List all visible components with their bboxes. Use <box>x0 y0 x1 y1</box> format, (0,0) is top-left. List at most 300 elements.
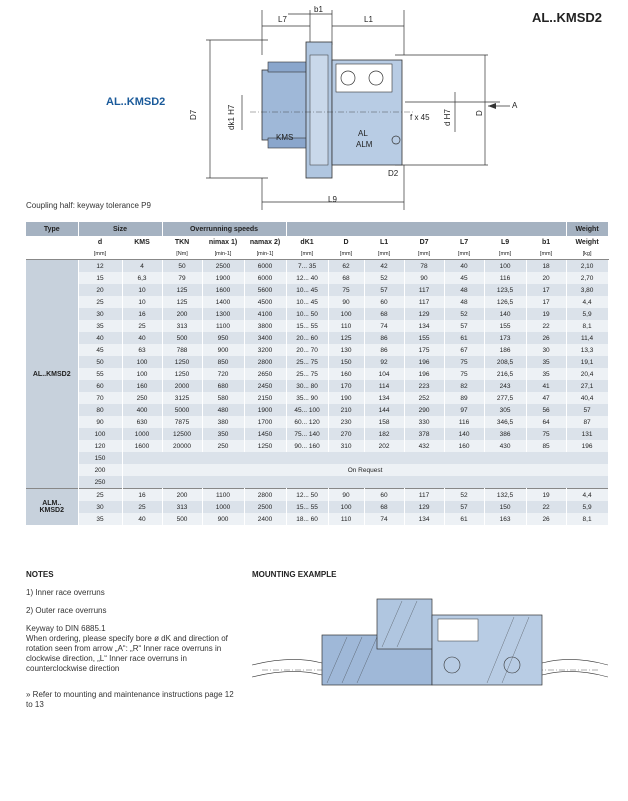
table-cell: 1250 <box>162 368 202 380</box>
table-cell: 2800 <box>244 356 286 368</box>
table-cell: 100 <box>78 428 122 440</box>
table-cell: 2400 <box>244 513 286 525</box>
table-cell: 10 <box>122 296 162 308</box>
table-cell: 19 <box>526 489 566 502</box>
table-cell: 18 <box>526 260 566 273</box>
table-cell: 175 <box>404 344 444 356</box>
table-row-on-request <box>26 476 608 489</box>
table-cell: 17 <box>526 284 566 296</box>
table-cell: 3800 <box>244 320 286 332</box>
table-cell: 2650 <box>244 368 286 380</box>
table-cell: 40,4 <box>566 392 608 404</box>
table-cell: 25 <box>122 320 162 332</box>
table-cell: 200 <box>78 464 122 476</box>
col-group-type: Type <box>26 222 78 236</box>
col-unit: [mm] <box>286 249 328 260</box>
spec-table <box>26 222 609 525</box>
table-cell: 10... 45 <box>286 284 328 296</box>
table-cell: 4,4 <box>566 489 608 502</box>
col-group-weight: Weight <box>566 222 608 236</box>
table-cell: 1250 <box>244 440 286 452</box>
col-header: D <box>328 236 364 249</box>
col-header: L7 <box>444 236 484 249</box>
table-row <box>26 284 608 296</box>
table-cell: 78 <box>404 260 444 273</box>
table-cell: 5600 <box>244 284 286 296</box>
table-cell: 310 <box>328 440 364 452</box>
table-cell: 125 <box>162 284 202 296</box>
col-unit: [mm] <box>444 249 484 260</box>
table-cell: 200 <box>162 308 202 320</box>
table-cell: 40 <box>122 332 162 344</box>
table-cell: 277,5 <box>484 392 526 404</box>
table-cell: 129 <box>404 501 444 513</box>
type-cell: AL..KMSD2 <box>26 260 78 489</box>
table-row-on-request <box>26 452 608 464</box>
table-cell: 82 <box>444 380 484 392</box>
col-unit: [mm] <box>364 249 404 260</box>
note-4: » Refer to mounting and maintenance instructions page 12 to 13 <box>26 690 234 709</box>
label-kms: KMS <box>276 133 294 142</box>
table-cell: 61 <box>444 332 484 344</box>
table-cell: 160 <box>444 440 484 452</box>
table-cell: 196 <box>566 440 608 452</box>
table-cell: 35 <box>78 513 122 525</box>
table-cell: 90... 160 <box>286 440 328 452</box>
table-cell: 2,70 <box>566 272 608 284</box>
table-cell: 144 <box>364 404 404 416</box>
table-cell: 200 <box>162 489 202 502</box>
table-cell: 1900 <box>202 272 244 284</box>
table-cell: 10 <box>122 284 162 296</box>
table-cell: 8,1 <box>566 320 608 332</box>
col-unit: [mm] <box>404 249 444 260</box>
col-header: dK1 <box>286 236 328 249</box>
table-cell: 4100 <box>244 308 286 320</box>
table-cell: 90 <box>328 296 364 308</box>
table-row <box>26 356 608 368</box>
table-cell: 250 <box>202 440 244 452</box>
table-cell: 173 <box>484 332 526 344</box>
table-cell: 350 <box>202 428 244 440</box>
table-cell: 13,3 <box>566 344 608 356</box>
keyway-caption: Coupling half: keyway tolerance P9 <box>26 201 151 210</box>
table-row <box>26 320 608 332</box>
label-d7: D7 <box>189 109 198 120</box>
table-cell: 35 <box>78 320 122 332</box>
table-cell: 380 <box>202 416 244 428</box>
table-row <box>26 489 608 502</box>
label-alm: ALM <box>356 140 373 149</box>
table-cell: 40 <box>122 513 162 525</box>
table-cell: 12... 50 <box>286 489 328 502</box>
table-cell: 100 <box>122 356 162 368</box>
table-cell: 158 <box>364 416 404 428</box>
table-cell: 330 <box>404 416 444 428</box>
table-cell: 2500 <box>244 501 286 513</box>
table-cell: 56 <box>526 404 566 416</box>
table-cell: 100 <box>328 501 364 513</box>
table-cell: 20... 70 <box>286 344 328 356</box>
table-cell: 17 <box>526 296 566 308</box>
table-cell: 3,80 <box>566 284 608 296</box>
table-cell: 48 <box>444 296 484 308</box>
table-cell: 61 <box>444 513 484 525</box>
table-cell: 74 <box>364 320 404 332</box>
table-cell: 3125 <box>162 392 202 404</box>
table-cell: 12500 <box>162 428 202 440</box>
table-cell: 12... 40 <box>286 272 328 284</box>
table-cell: 123,5 <box>484 284 526 296</box>
table-cell: 20,4 <box>566 368 608 380</box>
table-cell: 134 <box>364 392 404 404</box>
on-request-cell: On Request <box>122 464 608 476</box>
label-f: f x 45 <box>410 113 430 122</box>
table-cell: 5000 <box>162 404 202 416</box>
table-cell: 2000 <box>162 380 202 392</box>
label-l7: L7 <box>278 15 287 24</box>
table-row <box>26 260 608 273</box>
table-cell: 900 <box>202 513 244 525</box>
table-cell: 20... 60 <box>286 332 328 344</box>
table-row <box>26 272 608 284</box>
col-group-size: Size <box>78 222 162 236</box>
table-cell: 210 <box>328 404 364 416</box>
table-cell: 70 <box>78 392 122 404</box>
label-d: D <box>475 110 484 116</box>
table-cell: 480 <box>202 404 244 416</box>
table-cell: 40 <box>78 332 122 344</box>
table-cell: 89 <box>444 392 484 404</box>
table-cell: 75 <box>526 428 566 440</box>
table-cell: 86 <box>364 332 404 344</box>
table-cell: 163 <box>484 513 526 525</box>
table-cell: 125 <box>162 296 202 308</box>
table-cell: 313 <box>162 501 202 513</box>
col-unit-spacer <box>26 249 78 260</box>
table-cell: 720 <box>202 368 244 380</box>
table-cell: 2450 <box>244 380 286 392</box>
table-cell: 1000 <box>202 501 244 513</box>
table-row-on-request <box>26 464 608 476</box>
table-cell: 18... 60 <box>286 513 328 525</box>
table-row <box>26 344 608 356</box>
table-cell: 1300 <box>202 308 244 320</box>
table-cell: 5,9 <box>566 308 608 320</box>
table-cell: 87 <box>566 416 608 428</box>
table-cell: 243 <box>484 380 526 392</box>
table-cell: 25 <box>78 296 122 308</box>
table-cell: 110 <box>328 320 364 332</box>
table-cell: 270 <box>328 428 364 440</box>
col-unit: [mm] <box>484 249 526 260</box>
table-cell: 1450 <box>244 428 286 440</box>
table-cell: 90 <box>328 489 364 502</box>
table-cell: 10... 50 <box>286 308 328 320</box>
table-cell: 140 <box>444 428 484 440</box>
label-b1: b1 <box>314 5 323 14</box>
table-cell: 386 <box>484 428 526 440</box>
table-cell: 190 <box>328 392 364 404</box>
table-cell: 35... 90 <box>286 392 328 404</box>
table-cell: 250 <box>78 476 122 489</box>
mounting-example-drawing <box>252 585 608 715</box>
table-cell: 6000 <box>244 272 286 284</box>
col-unit: [mm] <box>328 249 364 260</box>
col-group-blank <box>286 222 566 236</box>
table-cell: 26 <box>526 513 566 525</box>
table-cell: 86 <box>364 344 404 356</box>
table-cell: 1600 <box>202 284 244 296</box>
table-cell: 50 <box>162 260 202 273</box>
table-cell: 20 <box>526 272 566 284</box>
table-cell: 290 <box>404 404 444 416</box>
table-cell: 4500 <box>244 296 286 308</box>
table-cell: 216,5 <box>484 368 526 380</box>
table-cell: 170 <box>328 380 364 392</box>
table-cell: 1000 <box>122 428 162 440</box>
table-cell: 15... 55 <box>286 320 328 332</box>
table-cell: 30 <box>78 501 122 513</box>
table-cell: 68 <box>364 308 404 320</box>
table-cell: 30 <box>78 308 122 320</box>
table-cell: 50 <box>78 356 122 368</box>
table-cell: 208,5 <box>484 356 526 368</box>
table-cell: 7... 35 <box>286 260 328 273</box>
table-cell: 117 <box>404 296 444 308</box>
col-header: L9 <box>484 236 526 249</box>
table-cell: 1250 <box>162 356 202 368</box>
table-cell: 16 <box>122 489 162 502</box>
col-unit: [mm] <box>526 249 566 260</box>
table-cell: 230 <box>328 416 364 428</box>
table-cell: 25 <box>78 489 122 502</box>
table-cell: 30... 80 <box>286 380 328 392</box>
coupling-drawing <box>170 0 530 212</box>
table-cell: 104 <box>364 368 404 380</box>
table-cell: 74 <box>364 513 404 525</box>
table-cell: 2800 <box>244 489 286 502</box>
on-request-cell <box>122 452 608 464</box>
col-header: d <box>78 236 122 249</box>
table-cell: 19 <box>526 308 566 320</box>
table-cell: 35 <box>526 356 566 368</box>
note-1: 1) Inner race overruns <box>26 588 105 597</box>
table-cell: 7875 <box>162 416 202 428</box>
col-header: D7 <box>404 236 444 249</box>
table-cell: 67 <box>444 344 484 356</box>
table-cell: 4,4 <box>566 296 608 308</box>
table-cell: 2150 <box>244 392 286 404</box>
table-cell: 6,3 <box>122 272 162 284</box>
table-cell: 55 <box>78 368 122 380</box>
mounting-heading: MOUNTING EXAMPLE <box>252 570 337 579</box>
table-cell: 116 <box>484 272 526 284</box>
col-group-speeds: Overrunning speeds <box>162 222 286 236</box>
col-header: TKN <box>162 236 202 249</box>
table-cell: 900 <box>202 344 244 356</box>
table-cell: 25... 75 <box>286 368 328 380</box>
label-al: AL <box>358 129 368 138</box>
table-cell: 252 <box>404 392 444 404</box>
table-cell: 6000 <box>244 260 286 273</box>
table-cell: 223 <box>404 380 444 392</box>
table-cell: 63 <box>122 344 162 356</box>
table-cell: 20 <box>78 284 122 296</box>
page-title: AL..KMSD2 <box>531 10 602 25</box>
table-row <box>26 368 608 380</box>
table-cell: 48 <box>444 284 484 296</box>
table-cell: 1100 <box>202 489 244 502</box>
table-cell: 125 <box>328 332 364 344</box>
table-cell: 134 <box>404 513 444 525</box>
table-cell: 60 <box>78 380 122 392</box>
type-cell: ALM.. KMSD2 <box>26 489 78 526</box>
table-cell: 1400 <box>202 296 244 308</box>
table-cell: 150 <box>484 501 526 513</box>
table-cell: 432 <box>404 440 444 452</box>
label-dk1: dk1 H7 <box>227 104 236 130</box>
table-cell: 92 <box>364 356 404 368</box>
table-row <box>26 513 608 525</box>
table-cell: 52 <box>364 272 404 284</box>
table-cell: 19,1 <box>566 356 608 368</box>
table-cell: 27,1 <box>566 380 608 392</box>
col-header: b1 <box>526 236 566 249</box>
table-cell: 150 <box>328 356 364 368</box>
table-cell: 22 <box>526 320 566 332</box>
table-cell: 116 <box>444 416 484 428</box>
table-cell: 40 <box>444 260 484 273</box>
label-a: A <box>512 101 518 110</box>
table-cell: 110 <box>328 513 364 525</box>
table-cell: 68 <box>364 501 404 513</box>
col-unit: [min-1] <box>202 249 244 260</box>
table-cell: 42 <box>364 260 404 273</box>
table-cell: 155 <box>484 320 526 332</box>
table-cell: 75 <box>444 368 484 380</box>
table-cell: 30 <box>526 344 566 356</box>
table-cell: 75... 140 <box>286 428 328 440</box>
table-cell: 500 <box>162 513 202 525</box>
col-unit: [Nm] <box>162 249 202 260</box>
table-cell: 8,1 <box>566 513 608 525</box>
table-cell: 20000 <box>162 440 202 452</box>
table-row <box>26 440 608 452</box>
col-unit <box>122 249 162 260</box>
col-header: nimax 1) <box>202 236 244 249</box>
table-cell: 788 <box>162 344 202 356</box>
table-cell: 100 <box>122 368 162 380</box>
table-cell: 196 <box>404 356 444 368</box>
table-cell: 97 <box>444 404 484 416</box>
table-cell: 57 <box>444 501 484 513</box>
table-cell: 60... 120 <box>286 416 328 428</box>
table-cell: 25... 75 <box>286 356 328 368</box>
col-header: namax 2) <box>244 236 286 249</box>
table-cell: 60 <box>364 296 404 308</box>
table-cell: 57 <box>364 284 404 296</box>
table-cell: 134 <box>404 320 444 332</box>
table-cell: 22 <box>526 501 566 513</box>
note-2: 2) Outer race overruns <box>26 606 107 615</box>
table-cell: 60 <box>364 489 404 502</box>
table-cell: 117 <box>404 489 444 502</box>
table-cell: 25 <box>122 501 162 513</box>
table-cell: 160 <box>122 380 162 392</box>
table-row <box>26 428 608 440</box>
table-cell: 45... 100 <box>286 404 328 416</box>
table-cell: 950 <box>202 332 244 344</box>
table-cell: 680 <box>202 380 244 392</box>
table-row <box>26 501 608 513</box>
table-cell: 580 <box>202 392 244 404</box>
table-cell: 52 <box>444 308 484 320</box>
table-cell: 126,5 <box>484 296 526 308</box>
table-cell: 4 <box>122 260 162 273</box>
table-cell: 155 <box>404 332 444 344</box>
table-row <box>26 332 608 344</box>
table-cell: 47 <box>526 392 566 404</box>
table-cell: 202 <box>364 440 404 452</box>
note-3: Keyway to DIN 6885.1 When ordering, please specify bore ø dK and direction of rotation seen from arrow „A“: „R“ Inner race overruns in clockwise direction, „L“ Inner race overruns in counterclockwise direction <box>26 624 228 673</box>
table-row <box>26 380 608 392</box>
table-cell: 114 <box>364 380 404 392</box>
table-cell: 2500 <box>202 260 244 273</box>
table-cell: 15 <box>78 272 122 284</box>
table-cell: 57 <box>566 404 608 416</box>
table-cell: 12 <box>78 260 122 273</box>
table-cell: 630 <box>122 416 162 428</box>
table-cell: 400 <box>122 404 162 416</box>
label-l1: L1 <box>364 15 373 24</box>
table-cell: 182 <box>364 428 404 440</box>
col-unit: [kg] <box>566 249 608 260</box>
table-cell: 52 <box>444 489 484 502</box>
table-cell: 75 <box>444 356 484 368</box>
table-cell: 85 <box>526 440 566 452</box>
table-cell: 378 <box>404 428 444 440</box>
table-cell: 26 <box>526 332 566 344</box>
table-cell: 120 <box>78 440 122 452</box>
table-cell: 140 <box>484 308 526 320</box>
col-unit: [mm] <box>78 249 122 260</box>
table-cell: 62 <box>328 260 364 273</box>
table-cell: 80 <box>78 404 122 416</box>
table-cell: 75 <box>328 284 364 296</box>
table-cell: 3200 <box>244 344 286 356</box>
table-cell: 313 <box>162 320 202 332</box>
table-row <box>26 416 608 428</box>
table-cell: 150 <box>78 452 122 464</box>
table-cell: 100 <box>328 308 364 320</box>
table-cell: 100 <box>484 260 526 273</box>
col-header-spacer <box>26 236 78 249</box>
table-cell: 850 <box>202 356 244 368</box>
table-row <box>26 392 608 404</box>
table-cell: 45 <box>78 344 122 356</box>
table-cell: 10... 45 <box>286 296 328 308</box>
table-cell: 41 <box>526 380 566 392</box>
table-cell: 11,4 <box>566 332 608 344</box>
table-cell: 64 <box>526 416 566 428</box>
table-cell: 90 <box>404 272 444 284</box>
table-cell: 250 <box>122 392 162 404</box>
table-cell: 90 <box>78 416 122 428</box>
table-cell: 160 <box>328 368 364 380</box>
table-row <box>26 404 608 416</box>
table-row <box>26 308 608 320</box>
